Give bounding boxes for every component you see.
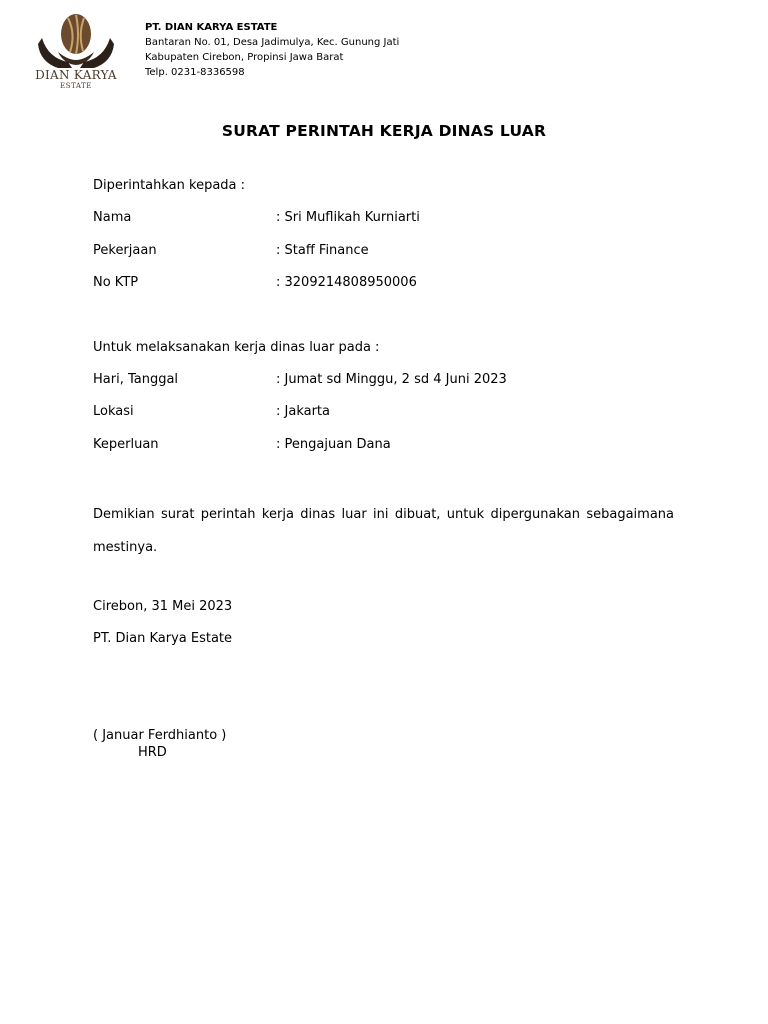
field-label: No KTP xyxy=(93,275,139,290)
assignee-intro: Diperintahkan kepada : xyxy=(93,178,246,193)
field-value: : Pengajuan Dana xyxy=(276,437,391,452)
field-row-keperluan xyxy=(93,437,693,455)
field-value: : 3209214808950006 xyxy=(276,275,417,290)
field-row-lokasi xyxy=(93,404,693,422)
company-signature: PT. Dian Karya Estate xyxy=(93,631,233,646)
field-value: : Sri Muflikah Kurniarti xyxy=(276,210,420,225)
company-info xyxy=(145,20,399,80)
field-row-nama xyxy=(93,210,693,228)
field-label: Pekerjaan xyxy=(93,243,157,258)
field-label: Hari, Tanggal xyxy=(93,372,179,387)
company-address-2: Kabupaten Cirebon, Propinsi Jawa Barat xyxy=(145,52,344,63)
logo-subtext: ESTATE xyxy=(60,82,92,90)
company-address-1: Bantaran No. 01, Desa Jadimulya, Kec. Gunung Jati xyxy=(145,37,400,48)
field-row-no-ktp xyxy=(93,275,693,293)
field-row-pekerjaan xyxy=(93,243,693,261)
signatory-position: HRD xyxy=(138,745,167,760)
field-label: Nama xyxy=(93,210,132,225)
company-phone: Telp. 0231-8336598 xyxy=(145,67,245,78)
cocoa-hands-icon xyxy=(28,12,124,70)
page-title: SURAT PERINTAH KERJA DINAS LUAR xyxy=(221,122,547,140)
field-value: : Jakarta xyxy=(276,404,330,419)
logo-wordmark: DIAN KARYA xyxy=(35,68,117,82)
place-date: Cirebon, 31 Mei 2023 xyxy=(93,599,233,614)
company-name: PT. DIAN KARYA ESTATE xyxy=(145,22,278,33)
assignment-intro: Untuk melaksanakan kerja dinas luar pada : xyxy=(93,340,380,355)
field-row-hari-tanggal xyxy=(93,372,693,390)
field-value: : Jumat sd Minggu, 2 sd 4 Juni 2023 xyxy=(276,372,507,387)
field-value: : Staff Finance xyxy=(276,243,369,258)
signatory-name: ( Januar Ferdhianto ) xyxy=(93,728,227,743)
company-logo xyxy=(28,12,124,92)
field-label: Keperluan xyxy=(93,437,159,452)
closing-paragraph: Demikian surat perintah kerja dinas luar ini dibuat, untuk dipergunakan sebagaimana mestinya. xyxy=(93,507,674,555)
field-label: Lokasi xyxy=(93,404,134,419)
